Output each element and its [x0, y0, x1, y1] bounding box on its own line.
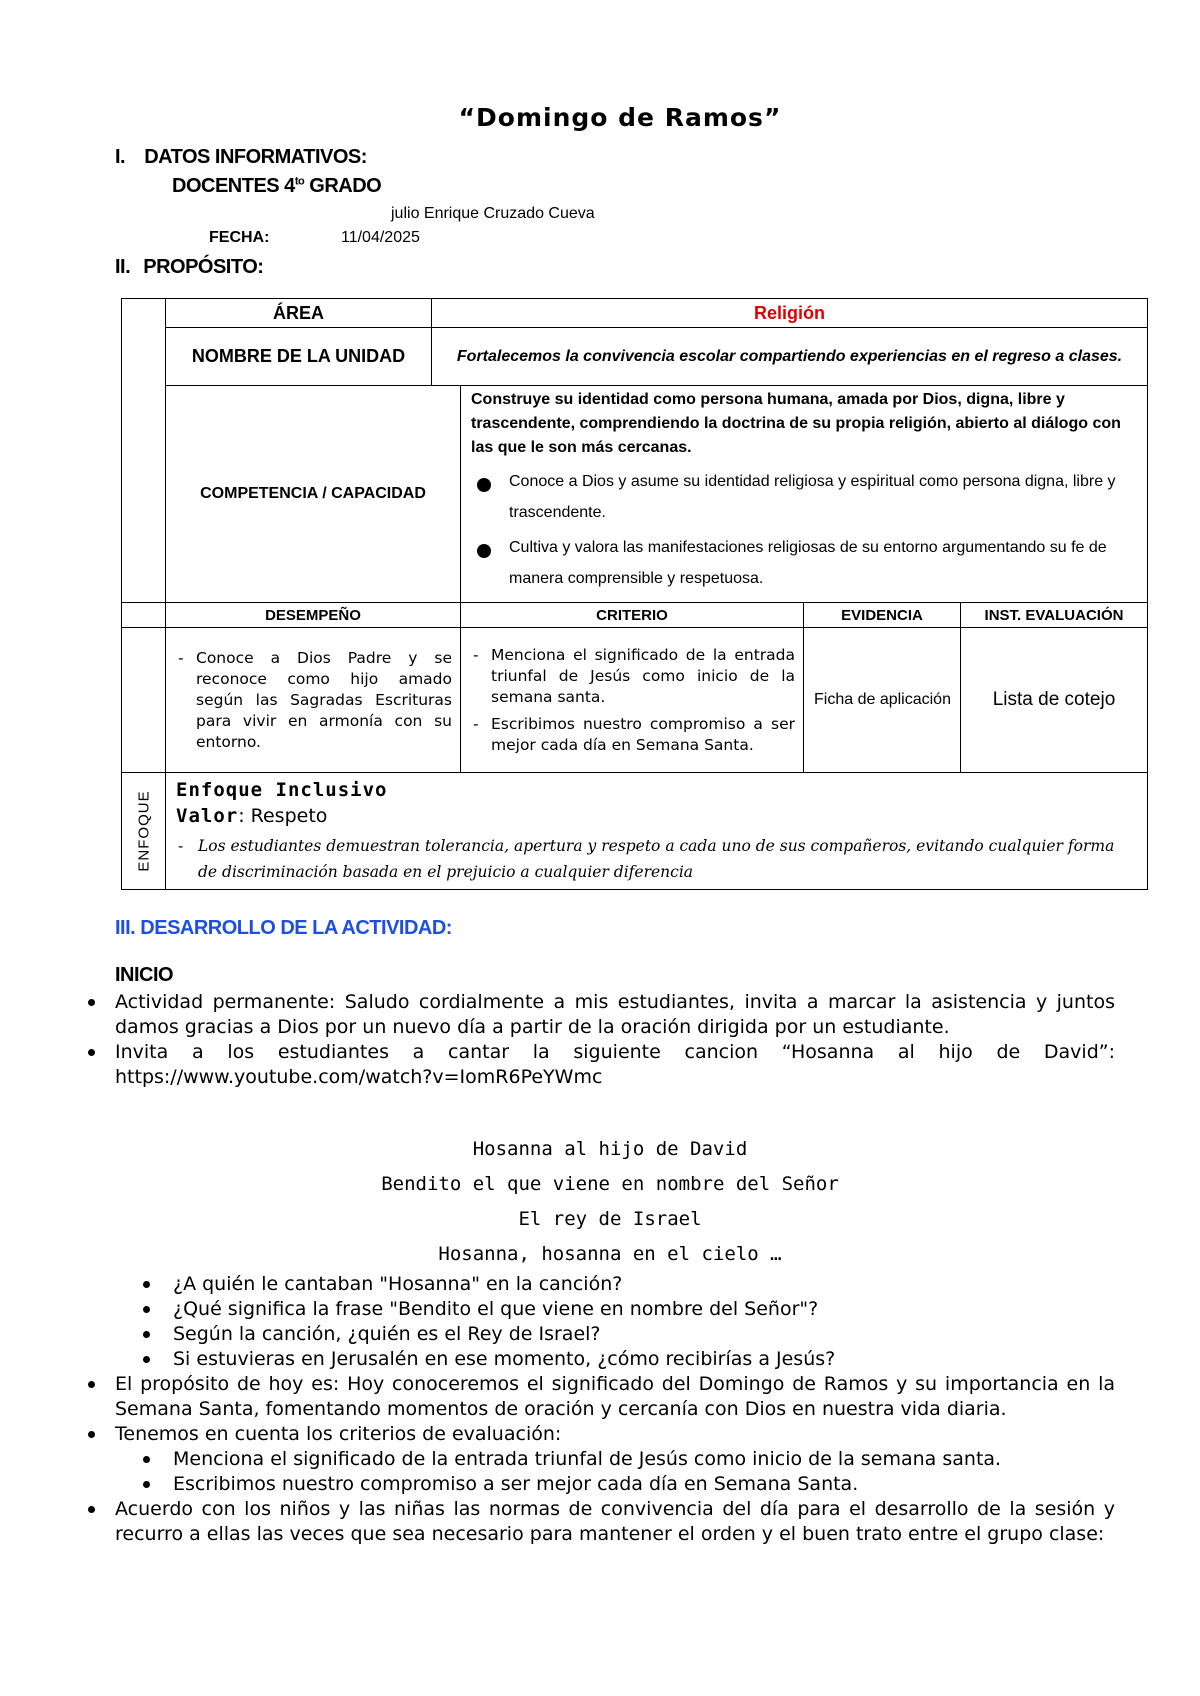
datos-heading-text: DATOS INFORMATIVOS:: [144, 146, 367, 168]
fecha-value: 11/04/2025: [341, 229, 420, 246]
header-instrumento: INST. EVALUACIÓN: [961, 603, 1148, 628]
unidad-label: NOMBRE DE LA UNIDAD: [166, 328, 432, 386]
question-item: Según la canción, ¿quién es el Rey de Israel?: [173, 1322, 1115, 1347]
song-line: Bendito el que viene en nombre del Señor: [381, 1173, 839, 1195]
song-lyrics: [0, 1132, 1200, 1272]
capacidad-item: Conoce a Dios y asume su identidad religiosa y espiritual como persona digna, libre y trascendente.: [471, 466, 1139, 528]
desarrollo-heading: III. DESARROLLO DE LA ACTIVIDAD:: [115, 917, 452, 939]
enfoque-cell: [166, 773, 1148, 890]
desempeno-item: - Conoce a Dios Padre y se reconoce como hijo amado según las Sagradas Escrituras para vivir en armonía con su entorno.: [176, 648, 452, 753]
acuerdo-item: Acuerdo con los niños y las niñas las normas de convivencia del día para el desarrollo de la sesión y recurro a ellas las veces que sea necesario para mantener el orden y el buen trato entre el grupo clase:: [115, 1498, 1115, 1545]
proposito-heading-text: PROPÓSITO:: [143, 256, 264, 278]
desarrollo-body: [115, 1272, 1115, 1547]
docentes-label: DOCENTES 4: [172, 175, 295, 197]
instrumento-value: Lista de cotejo: [961, 628, 1148, 773]
enfoque-title: Enfoque Inclusivo: [176, 779, 388, 801]
proposito-hoy: El propósito de hoy es: Hoy conoceremos el significado del Domingo de Ramos y su importancia en la Semana Santa, fomentando momentos de oración y cercanía con Dios en nuestra vida diaria.: [115, 1373, 1115, 1420]
inicio-heading: INICIO: [115, 964, 174, 986]
teacher-name: julio Enrique Cruzado Cueva: [391, 205, 595, 222]
unidad-value: Fortalecemos la convivencia escolar compartiendo experiencias en el regreso a clases.: [432, 328, 1148, 386]
fecha-label: FECHA:: [209, 229, 270, 246]
criterio-list-item: Menciona el significado de la entrada triunfal de Jesús como inicio de la semana santa.: [173, 1447, 1115, 1472]
proposito-heading: [115, 256, 263, 279]
criterio-list-item: Escribimos nuestro compromiso a ser mejor cada día en Semana Santa.: [173, 1472, 1115, 1497]
valor-label: Valor: [176, 805, 239, 827]
left-margin-cell: [122, 628, 166, 773]
song-line: Hosanna al hijo de David: [472, 1138, 748, 1160]
valor-value: : Respeto: [238, 805, 328, 827]
docentes-sup: to: [294, 175, 305, 188]
left-margin-cell: [122, 299, 166, 603]
question-item: Si estuvieras en Jerusalén en ese momento, ¿cómo recibirías a Jesús?: [173, 1347, 1115, 1372]
criterio-cell: [461, 628, 804, 773]
docentes-suffix: GRADO: [304, 175, 382, 197]
question-item: ¿A quién le cantaban "Hosanna" en la canción?: [173, 1272, 1115, 1297]
header-desempeno: DESEMPEÑO: [166, 603, 461, 628]
competencia-label: COMPETENCIA / CAPACIDAD: [166, 386, 461, 603]
page-title: “Domingo de Ramos”: [458, 103, 782, 132]
competencia-text: Construye su identidad como persona humana, amada por Dios, digna, libre y trascendente, comprendiendo la doctrina de su propia religión, abierto al diálogo con las que le son más cercanas.: [471, 391, 1121, 456]
evidencia-value: Ficha de aplicación: [804, 628, 961, 773]
docentes-line: [172, 175, 381, 198]
capacidad-item: Cultiva y valora las manifestaciones religiosas de su entorno argumentando su fe de manera comprensible y respetuosa.: [471, 532, 1139, 594]
enfoque-item: - Los estudiantes demuestran tolerancia, apertura y respeto a cada uno de sus compañeros, evitando cualquier forma de discriminación basada en el prejuicio a cualquier diferencia: [176, 833, 1137, 885]
criterio-item: - Menciona el significado de la entrada triunfal de Jesús como inicio de la semana santa.: [471, 645, 795, 708]
valor-line: [176, 803, 1137, 829]
datos-heading: [115, 146, 367, 169]
competencia-cell: [461, 386, 1148, 603]
criterio-item: - Escribimos nuestro compromiso a ser mejor cada día en Semana Santa.: [471, 714, 795, 756]
criterios-intro: Tenemos en cuenta los criterios de evaluación:: [115, 1422, 1115, 1447]
left-margin-cell: [122, 603, 166, 628]
enfoque-side-label: ENFOQUE: [122, 773, 166, 890]
header-criterio: CRITERIO: [461, 603, 804, 628]
capacidades-list: [471, 466, 1139, 594]
song-line: El rey de Israel: [518, 1208, 702, 1230]
desempeno-cell: [166, 628, 461, 773]
inicio-bullet: Actividad permanente: Saludo cordialmente a mis estudiantes, invita a marcar la asistencia y juntos damos gracias a Dios por un nuevo día a partir de la oración dirigida por un estudiante.: [115, 991, 1115, 1038]
area-label: ÁREA: [166, 299, 432, 328]
area-value: Religión: [432, 299, 1148, 328]
song-line: Hosanna, hosanna en el cielo …: [438, 1243, 782, 1265]
proposito-table: [121, 298, 1148, 890]
proposito-section-number: II.: [115, 256, 131, 278]
question-item: ¿Qué significa la frase "Bendito el que viene en nombre del Señor"?: [173, 1297, 1115, 1322]
header-evidencia: EVIDENCIA: [804, 603, 961, 628]
inicio-bullets: [115, 990, 1115, 1090]
datos-section-number: I.: [115, 146, 126, 168]
inicio-bullet: Invita a los estudiantes a cantar la siguiente cancion “Hosanna al hijo de David”: https://www.youtube.com/watch?v=IomR6PeYWmc: [115, 1041, 1115, 1088]
